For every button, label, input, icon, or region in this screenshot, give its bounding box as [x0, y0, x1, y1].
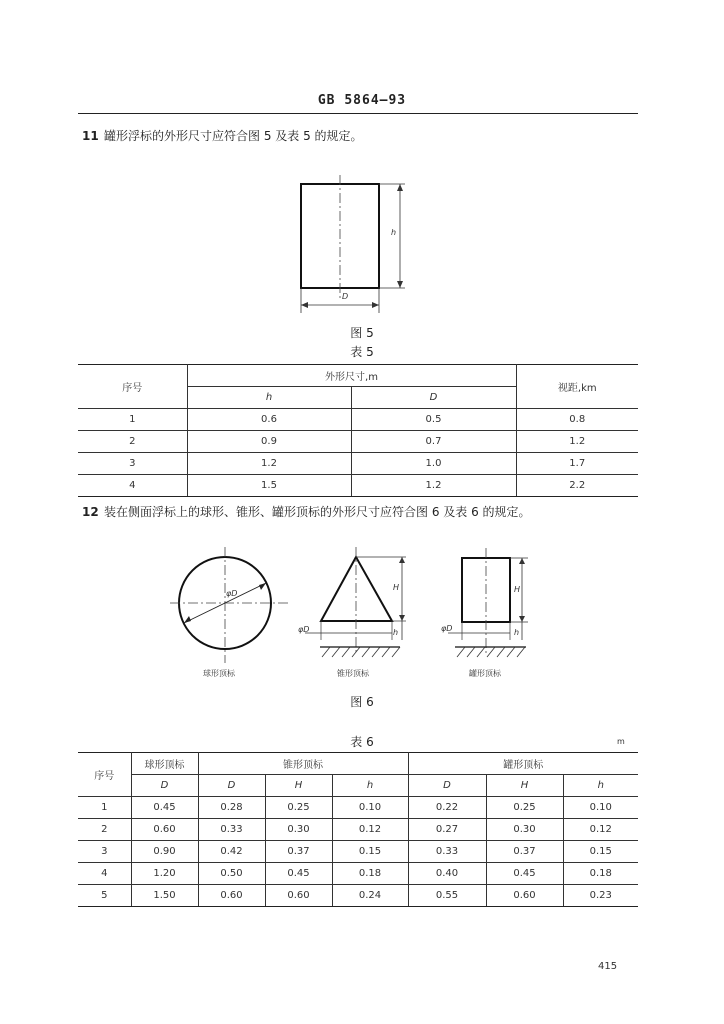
table-cell: 1.50 [131, 885, 198, 907]
table-cell: 1.2 [351, 475, 516, 497]
table-5-header-range: 视距,km [516, 365, 638, 409]
table-cell: 0.37 [486, 841, 563, 863]
section-12 [82, 503, 531, 520]
figure-6-caption: 图 6 [350, 695, 374, 709]
table-cell: 0.25 [486, 797, 563, 819]
table-5-header-h: h [187, 387, 351, 409]
table-cell: 0.30 [265, 819, 332, 841]
table-6-subheader: H [265, 775, 332, 797]
table-cell: 0.55 [408, 885, 486, 907]
can-topmark [448, 548, 528, 657]
table-cell: 1.0 [351, 453, 516, 475]
table-cell: 0.60 [486, 885, 563, 907]
table-cell: 0.5 [351, 409, 516, 431]
table-row [78, 885, 638, 907]
table-cell: 0.18 [563, 863, 638, 885]
fig6-can-dim: φD [441, 624, 453, 633]
fig6-cone-dim: φD [298, 625, 310, 634]
table-cell: 0.10 [563, 797, 638, 819]
table-cell: 0.60 [265, 885, 332, 907]
section-12-number: 12 [82, 505, 99, 519]
table-row [78, 841, 638, 863]
table-cell: 0.10 [332, 797, 408, 819]
figure-5-drawing [290, 175, 420, 315]
header-rule [78, 113, 638, 114]
table-cell: 0.15 [563, 841, 638, 863]
fig6-cone-H: H [393, 583, 400, 592]
table-cell: 3 [78, 841, 131, 863]
table-5 [78, 364, 638, 497]
table-cell: 0.33 [408, 841, 486, 863]
table-cell: 0.42 [198, 841, 265, 863]
table-row [78, 863, 638, 885]
table-6-header-no: 序号 [78, 753, 131, 797]
table-5-title: 表 5 [350, 345, 374, 359]
table-6-subheader: D [408, 775, 486, 797]
table-cell: 0.8 [516, 409, 638, 431]
table-cell: 0.7 [351, 431, 516, 453]
table-6-subheader: H [486, 775, 563, 797]
fig6-sphere-label: 球形顶标 [203, 669, 235, 678]
fig6-can-H: H [514, 585, 521, 594]
table-cell: 0.25 [265, 797, 332, 819]
table-cell: 1 [78, 797, 131, 819]
figure-6-drawing [170, 545, 540, 675]
table-cell: 0.24 [332, 885, 408, 907]
table-cell: 0.18 [332, 863, 408, 885]
fig6-sphere-dim: φD [226, 589, 238, 598]
table-5-header-no: 序号 [78, 365, 187, 409]
table-cell: 0.50 [198, 863, 265, 885]
table-6-header-sphere: 球形顶标 [131, 753, 198, 775]
section-11 [82, 127, 363, 144]
table-cell: 2 [78, 819, 131, 841]
section-11-number: 11 [82, 129, 99, 143]
table-cell: 0.40 [408, 863, 486, 885]
table-cell: 1.7 [516, 453, 638, 475]
table-6-title: 表 6 [350, 735, 374, 749]
table-cell: 4 [78, 863, 131, 885]
table-cell: 0.6 [187, 409, 351, 431]
fig6-cone-h: h [393, 628, 399, 637]
table-cell: 0.45 [486, 863, 563, 885]
fig5-d-label: D [342, 292, 349, 301]
fig5-h-label: h [391, 228, 397, 237]
table-row [78, 431, 638, 453]
table-cell: 0.15 [332, 841, 408, 863]
table-cell: 0.33 [198, 819, 265, 841]
table-cell: 0.12 [563, 819, 638, 841]
section-11-text: 罐形浮标的外形尺寸应符合图 5 及表 5 的规定。 [104, 129, 363, 143]
table-5-header-size: 外形尺寸,m [187, 365, 516, 387]
table-6-unit: m [617, 737, 625, 746]
table-cell: 0.23 [563, 885, 638, 907]
table-cell: 2.2 [516, 475, 638, 497]
table-cell: 1.5 [187, 475, 351, 497]
table-6-header-can: 罐形顶标 [408, 753, 638, 775]
table-cell: 0.37 [265, 841, 332, 863]
table-cell: 0.90 [131, 841, 198, 863]
table-cell: 1.2 [516, 431, 638, 453]
table-cell: 0.9 [187, 431, 351, 453]
table-cell: 0.28 [198, 797, 265, 819]
fig6-can-h: h [514, 628, 520, 637]
table-6-subheader: h [563, 775, 638, 797]
document-code: GB 5864—93 [317, 93, 407, 108]
section-12-text: 装在侧面浮标上的球形、锥形、罐形顶标的外形尺寸应符合图 6 及表 6 的规定。 [104, 505, 531, 519]
table-row [78, 453, 638, 475]
table-cell: 0.60 [198, 885, 265, 907]
page-number: 415 [598, 961, 618, 972]
table-6-subheader: h [332, 775, 408, 797]
table-cell: 1.20 [131, 863, 198, 885]
table-cell: 0.12 [332, 819, 408, 841]
table-cell: 0.30 [486, 819, 563, 841]
fig6-cone-label: 锥形顶标 [337, 669, 369, 678]
table-cell: 4 [78, 475, 187, 497]
table-row [78, 797, 638, 819]
table-6-header-cone: 锥形顶标 [198, 753, 408, 775]
sphere-topmark [170, 547, 290, 663]
table-row [78, 409, 638, 431]
cone-topmark [305, 547, 406, 657]
table-cell: 0.60 [131, 819, 198, 841]
table-6 [78, 752, 638, 907]
table-cell: 0.45 [131, 797, 198, 819]
table-cell: 1 [78, 409, 187, 431]
table-5-header-d: D [351, 387, 516, 409]
table-6-subheader: D [131, 775, 198, 797]
table-cell: 3 [78, 453, 187, 475]
table-cell: 0.45 [265, 863, 332, 885]
figure-5-caption: 图 5 [350, 326, 374, 340]
table-row [78, 819, 638, 841]
table-6-subheader: D [198, 775, 265, 797]
table-cell: 5 [78, 885, 131, 907]
table-row [78, 475, 638, 497]
table-cell: 2 [78, 431, 187, 453]
fig6-can-label: 罐形顶标 [469, 669, 501, 678]
table-cell: 0.22 [408, 797, 486, 819]
table-cell: 0.27 [408, 819, 486, 841]
table-cell: 1.2 [187, 453, 351, 475]
